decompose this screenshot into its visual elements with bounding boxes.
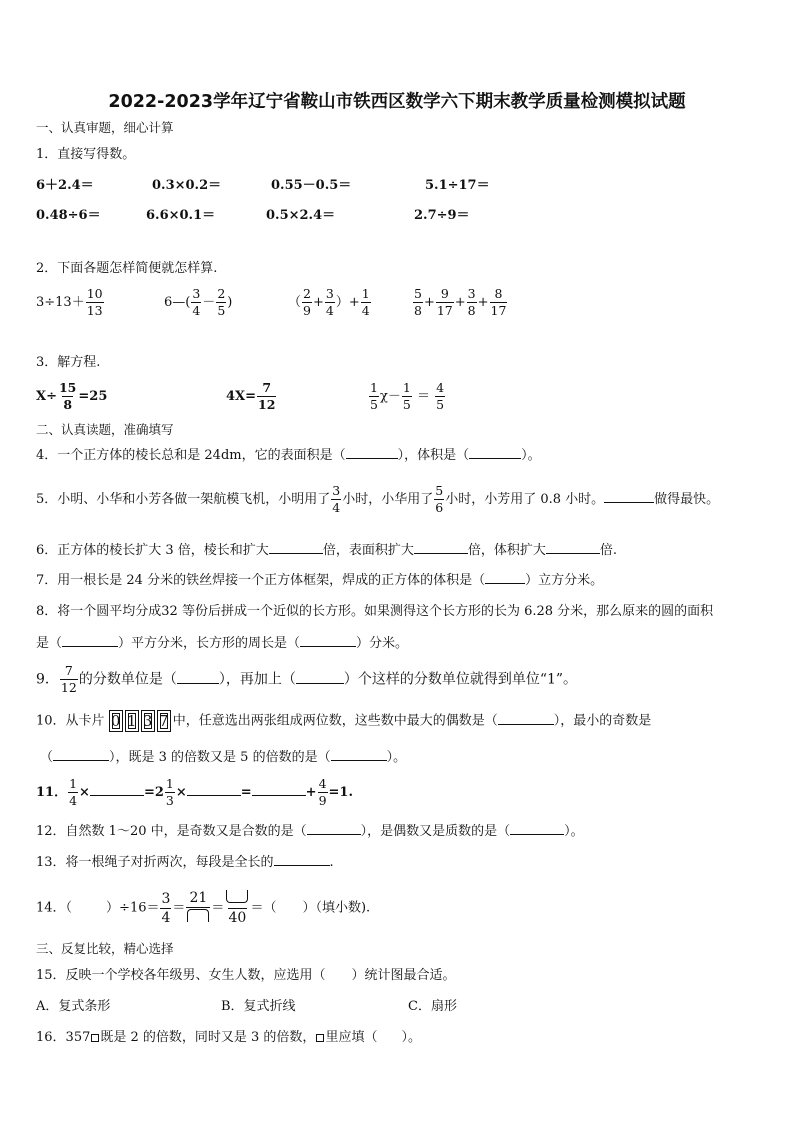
q2-expression-1: 3÷13＋ $\frac{10}{13}$ bbox=[36, 286, 103, 318]
question-4: 4．一个正方体的棱长总和是 24dm，它的表面积是（ ），体积是（ ）。 bbox=[36, 448, 541, 463]
number-card: 1 bbox=[125, 710, 139, 732]
q1-item: 2.7÷9＝ bbox=[414, 208, 470, 223]
option-b[interactable]: B．复式折线 bbox=[221, 999, 296, 1014]
option-a[interactable]: A．复式条形 bbox=[36, 999, 111, 1014]
q2-expression-3: （ $\frac{2}{9}$ + $\frac{3}{4}$ ）+ $\frac{1}{4}$ bbox=[288, 286, 370, 318]
empty-square-box bbox=[316, 1034, 324, 1042]
question-11: 11． $\frac{1}{4}$ × =2 $\frac{1}{3}$ × = + $\frac{4}{9}$ =1. bbox=[36, 776, 353, 808]
q2-expression-2: 6—( $\frac{3}{4}$ － $\frac{2}{5}$ ) bbox=[164, 286, 233, 318]
q2-expression-4: $\frac{5}{8}$ + $\frac{9}{17}$ + $\frac{3}{8}$ + $\frac{8}{17}$ bbox=[414, 286, 507, 318]
question-15: 15．反映一个学校各年级男、女生人数，应选用（ ）统计图最合适。 bbox=[36, 968, 456, 983]
question-10-line-2: （ ），既是 3 的倍数又是 5 的倍数的是（ ）。 bbox=[40, 750, 407, 765]
question-12: 12．自然数 1～20 中，是奇数又是合数的是（ ），是偶数又是质数的是（ ）。 bbox=[36, 824, 584, 839]
number-card: 0 bbox=[109, 710, 123, 732]
question-3-label: 3．解方程. bbox=[36, 355, 101, 370]
question-16: 16．357 既是 2 的倍数，同时又是 3 的倍数， 里应填（ ）。 bbox=[36, 1030, 421, 1045]
q1-item: 0.3×0.2＝ bbox=[152, 178, 222, 193]
question-6: 6．正方体的棱长扩大 3 倍，棱长和扩大 倍，表面积扩大 倍，体积扩大 倍. bbox=[36, 543, 617, 558]
q1-item: 0.5×2.4＝ bbox=[266, 208, 336, 223]
question-13: 13．将一根绳子对折两次，每段是全长的 . bbox=[36, 855, 334, 870]
q1-item: 5.1÷17＝ bbox=[425, 178, 490, 193]
question-5: 5．小明、小华和小芳各做一架航模飞机，小明用了 $\frac{3}{4}$ 小时，小华用了 $\frac{5}{6}$ 小时，小芳用了 0.8 小时。 做得最快。 bbox=[36, 483, 720, 515]
question-7: 7．用一根长是 24 分米的铁丝焊接一个正方体框架，焊成的正方体的体积是（ ）立方分米。 bbox=[36, 573, 604, 588]
page-title: 2022-2023学年辽宁省鞍山市铁西区数学六下期末教学质量检测模拟试题 bbox=[108, 92, 686, 112]
section-heading-2: 二、认真读题，准确填写 bbox=[36, 422, 174, 437]
question-1-label: 1．直接写得数。 bbox=[36, 147, 136, 162]
question-10-line-1: 10．从卡片 0 1 3 7 中，任意选出两张组成两位数，这些数中最大的偶数是（ ），最小的奇数是 bbox=[36, 712, 652, 730]
q3-equation-3: $\frac{1}{5}$ χ－ $\frac{1}{5}$ ＝ $\frac{4}{5}$ bbox=[370, 380, 445, 412]
question-14: 14．（ ）÷16＝ $\frac{3}{4}$ ＝ 21 ＝ 40 ＝（ ）（填小数). bbox=[36, 890, 371, 926]
q3-equation-2: 4X= $\frac{7}{12}$ bbox=[226, 380, 276, 412]
question-9: 9． $\frac{7}{12}$ 的分数单位是（ ），再加上（ ）个这样的分数单位就得到单位“1”。 bbox=[36, 663, 578, 695]
number-card: 3 bbox=[141, 710, 155, 732]
q3-equation-1: X÷ $\frac{15}{8}$ =25 bbox=[36, 380, 108, 412]
q1-item: 0.48÷6＝ bbox=[36, 208, 101, 223]
question-2-label: 2．下面各题怎样简便就怎样算. bbox=[36, 261, 218, 276]
q1-item: 6＋2.4＝ bbox=[36, 178, 94, 193]
empty-square-box bbox=[91, 1034, 99, 1042]
number-card: 7 bbox=[157, 710, 171, 732]
section-heading-1: 一、认真审题，细心计算 bbox=[36, 120, 174, 135]
question-8-line-2: 是（ ）平方分米，长方形的周长是（ ）分米。 bbox=[36, 636, 409, 651]
q1-item: 6.6×0.1＝ bbox=[146, 208, 216, 223]
question-8-line-1: 8．将一个圆平均分成32 等份后拼成一个近似的长方形。如果测得这个长方形的长为 6.28 分米，那么原来的圆的面积 bbox=[36, 604, 714, 619]
section-heading-3: 三、反复比较，精心选择 bbox=[36, 941, 174, 956]
q1-item: 0.55－0.5＝ bbox=[271, 178, 352, 193]
option-c[interactable]: C．扇形 bbox=[408, 999, 457, 1014]
